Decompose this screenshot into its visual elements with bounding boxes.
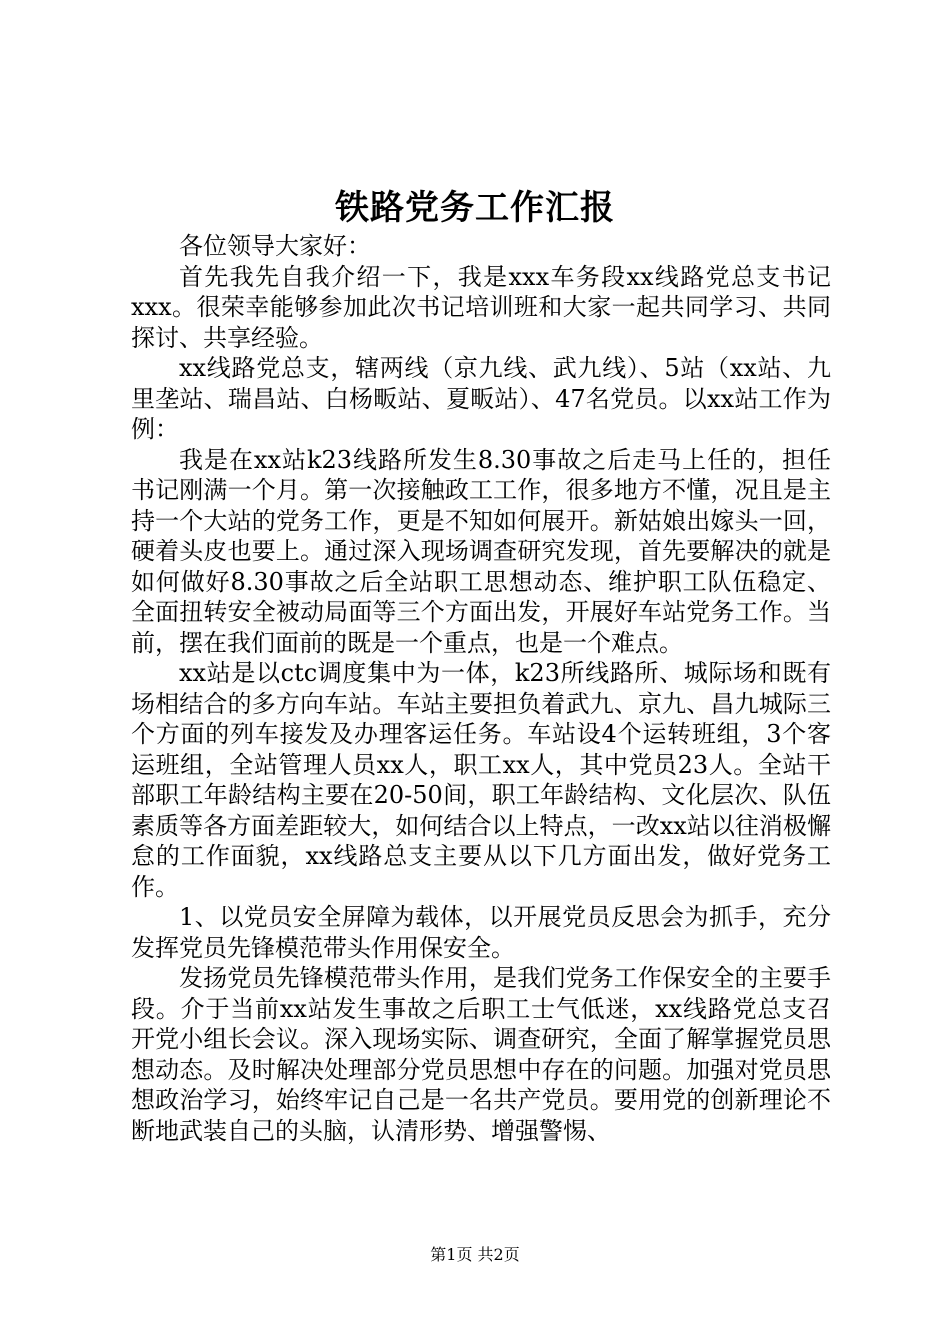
document-title: 铁路党务工作汇报 xyxy=(335,188,615,228)
paragraph-intro: 首先我先自我介绍一下，我是xxx车务段xx线路党总支书记xxx。很荣幸能够参加此次书记培训班和大家一起共同学习、共同探讨、共享经验。 xyxy=(131,262,831,352)
paragraph-station-overview: xx站是以ctc调度集中为一体，k23所线路所、城际场和既有场相结合的多方向车站。车站主要担负着武九、京九、昌九城际三个方面的列车接发及办理客运任务。车站设4个运转班组，3个客运班组，全站管理人员xx人，职工xx人，其中党员23人。全站干部职工年龄结构主要在20-50间，职工年龄结构、文化层次、队伍素质等各方面差距较大，如何结合以上特点，一改xx站以往消极懈怠的工作面貌，xx线路总支主要从以下几方面出发，做好党务工作。 xyxy=(131,659,831,901)
paragraph-point-one-detail: 发扬党员先锋模范带头作用，是我们党务工作保安全的主要手段。介于当前xx站发生事故之后职工士气低迷，xx线路党总支召开党小组长会议。深入现场实际、调查研究，全面了解掌握党员思想动态。及时解决处理部分党员思想中存在的问题。加强对党员思想政治学习，始终牢记自己是一名共产党员。要用党的创新理论不断地武装自己的头脑，认清形势、增强警惕、 xyxy=(131,964,831,1145)
paragraph-background: 我是在xx站k23线路所发生8.30事故之后走马上任的，担任书记刚满一个月。第一次接触政工工作，很多地方不懂，况且是主持一个大站的党务工作，更是不知如何展开。新姑娘出嫁头一回，硬着头皮也要上。通过深入现场调查研究发现，首先要解决的就是如何做好8.30事故之后全站职工思想动态、维护职工队伍稳定、全面扭转安全被动局面等三个方面出发，开展好车站党务工作。当前，摆在我们面前的既是一个重点，也是一个难点。 xyxy=(131,445,831,657)
paragraph-point-one: 1、以党员安全屏障为载体，以开展党员反思会为抓手，充分发挥党员先锋模范带头作用保安全。 xyxy=(131,903,831,962)
paragraph-branch-overview: xx线路党总支，辖两线（京九线、武九线）、5站（xx站、九里垄站、瑞昌站、白杨畈站、夏畈站）、47名党员。以xx站工作为例： xyxy=(131,354,831,443)
document-body xyxy=(131,231,831,1146)
paragraph-greeting: 各位领导大家好： xyxy=(179,232,371,260)
page-number: 第1页 共2页 xyxy=(430,1245,520,1264)
